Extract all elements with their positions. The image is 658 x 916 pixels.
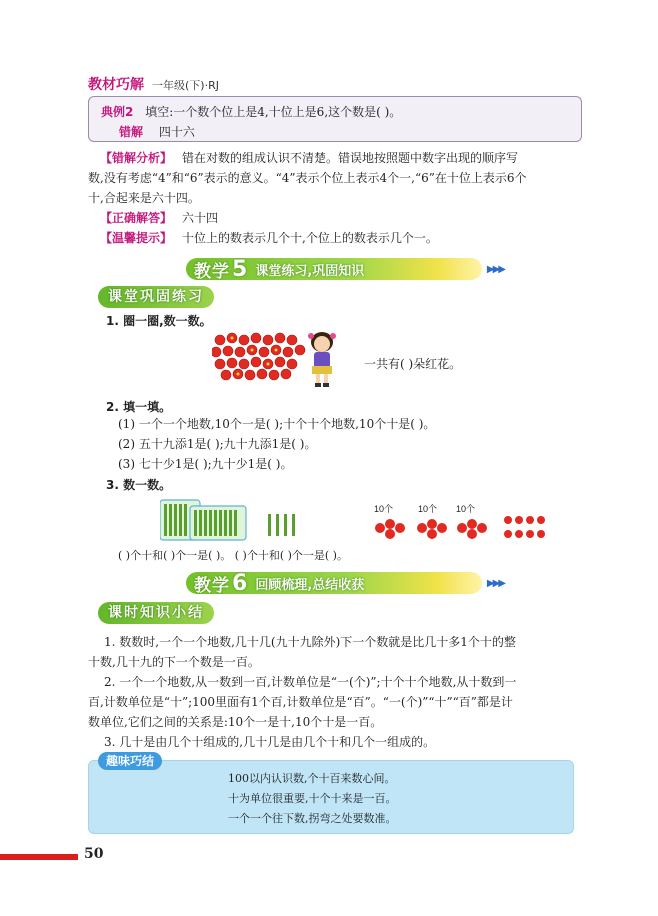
q2-item-3: (3) 七十少1是( );九十少1是( )。 [118,457,293,471]
correct-answer-row [100,208,218,228]
example-box [88,96,582,142]
grade-label: 一年级(下)·RJ [152,79,219,92]
summary-line-2: 十数,几十九的下一个数是一百。 [88,655,260,669]
summary-line-1: 1. 数数时,一个一个地数,几十几(九十九除外)下一个数就是比几十多1个十的整 [104,635,516,649]
banner6-text: 回顾梳理,总结收获 [255,577,365,593]
q3-title: 3. 数一数。 [106,478,172,492]
q2-title: 2. 填一填。 [106,400,172,414]
summary-line-6: 3. 几十是由几个十组成的,几十几是由几个十和几个一组成的。 [104,735,436,749]
banner6-num: 6 [232,570,248,596]
q3-answer-line: ( )个十和( )个一是( )。 ( )个十和( )个一是( )。 [118,549,348,562]
fruit-label-3: 10个 [456,504,476,514]
crayon-bundles-image [160,498,310,542]
fun-line-2: 十为单位很重要,十个十来是一百。 [228,792,397,805]
banner5-text: 课堂练习,巩固知识 [255,263,365,279]
example-label: 典例2 [101,105,134,119]
correct-text: 六十四 [182,211,219,225]
summary-line-3: 2. 一个一个地数,从一数到一百,计数单位是“一(个)”;十个十个地数,从十数到一 [104,675,517,689]
q2-item-1: (1) 一个一个地数,10个一是( );十个十个地数,10个十是( )。 [118,417,436,431]
q1-answer: 一共有( )朵红花。 [364,357,462,371]
example-question: 填空:一个数个位上是4,十位上是6,这个数是( )。 [145,105,402,119]
apples-image [372,512,562,542]
q1-title: 1. 圈一圈,数一数。 [106,314,212,328]
analysis-label: 【错解分析】 [100,151,173,165]
page-bar [0,854,78,860]
wrong-label: 错解 [119,125,144,139]
banner6-big: 教学 [194,575,230,596]
book-brand: 教材巧解 [88,77,144,93]
wrong-answer: 四十六 [158,125,195,139]
analysis-line-2: 数,没有考虑“4”和“6”表示的意义。“4”表示个位上表示4个一,“6”在十位上表示6个 [88,171,527,185]
example-wrong-row [119,123,195,140]
summary-line-5: 数单位,它们之间的关系是:10个一是十,10个十是一百。 [88,715,383,729]
section-pill-summary: 课时知识小结 [98,602,214,624]
fruit-label-2: 10个 [418,504,438,514]
tip-text: 十位上的数表示几个十,个位上的数表示几个一。 [182,231,438,245]
banner5-big: 教学 [194,261,230,282]
girl-illustration [302,330,342,388]
summary-line-4: 百,计数单位是“十”;100里面有1个百,计数单位是“百”。“一(个)”“十”“百”都是计 [88,695,513,709]
page-number: 50 [84,846,104,862]
analysis-block [100,148,580,168]
correct-label: 【正确解答】 [100,211,173,225]
q2-item-2: (2) 五十九添1是( );九十九添1是( )。 [118,437,317,451]
tip-row [100,228,438,248]
analysis-line-1: 错在对数的组成认识不清楚。错误地按照题中数字出现的顺序写 [182,151,519,165]
banner5-num: 5 [232,256,248,282]
section-banner-5 [186,256,504,282]
analysis-line-3: 十,合起来是六十四。 [88,191,200,205]
arrows-icon: ▶▶▶ [486,263,504,275]
page-header [88,74,219,94]
fun-label: 趣味巧结 [98,752,162,770]
fruit-label-1: 10个 [374,504,394,514]
fun-line-1: 100以内认识数,个十百来数心间。 [228,772,396,785]
section-pill-practice: 课堂巩固练习 [98,286,214,308]
fun-line-3: 一个一个往下数,拐弯之处要数准。 [228,812,397,825]
section-banner-6 [186,570,504,596]
tip-label: 【温馨提示】 [100,231,173,245]
arrows-icon: ▶▶▶ [486,577,504,589]
example-question-row [101,103,401,120]
